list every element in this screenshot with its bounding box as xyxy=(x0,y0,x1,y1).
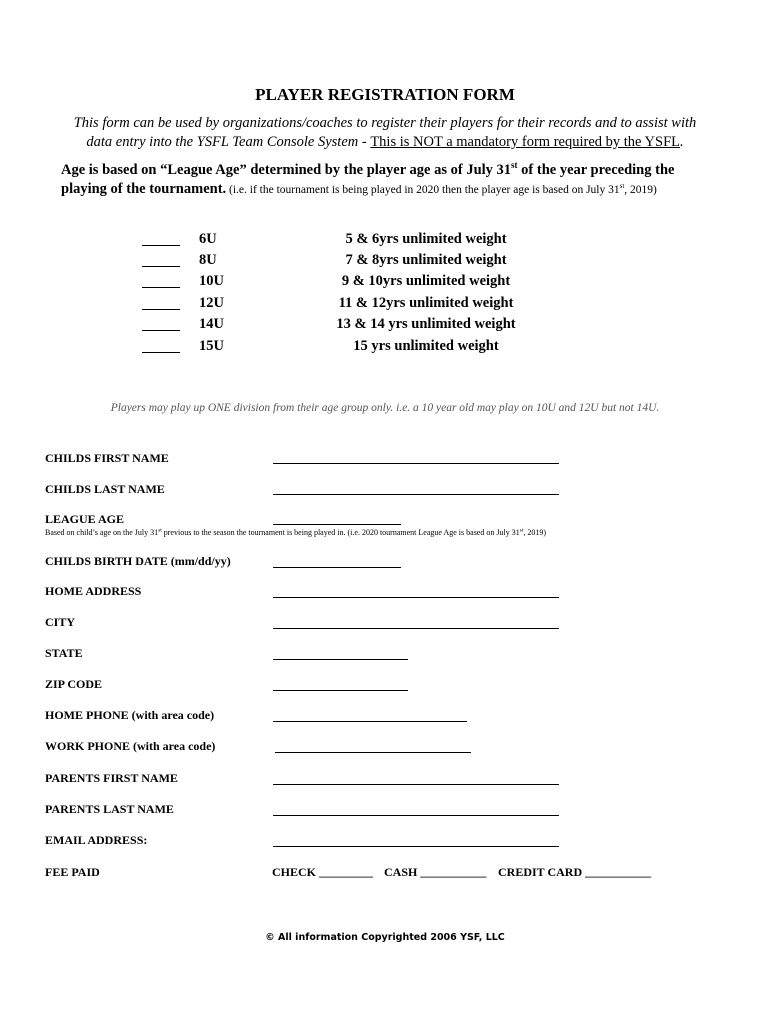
division-checkbox-10u[interactable] xyxy=(142,277,180,288)
last-name-label: CHILDS LAST NAME xyxy=(45,482,165,496)
division-desc: 5 & 6yrs unlimited weight xyxy=(345,231,507,247)
zip-field[interactable] xyxy=(273,689,408,691)
play-up-note: Players may play up ONE division from their age group only. i.e. a 10 year old may play on 10U and 12U but not 14U. xyxy=(110,402,660,414)
not-mandatory-notice: This is NOT a mandatory form required by the YSFL xyxy=(370,134,681,150)
division-checkbox-12u[interactable] xyxy=(142,299,180,310)
division-checkbox-15u[interactable] xyxy=(142,342,180,353)
intro-line-1: This form can be used by organizations/coaches to register their players for their records and to assist with xyxy=(73,115,697,131)
league-age-note-sup-1: st xyxy=(158,527,162,534)
division-desc: 11 & 12yrs unlimited weight xyxy=(338,295,514,311)
parent-last-name-label: PARENTS LAST NAME xyxy=(45,802,174,816)
age-rule-line-2 xyxy=(61,181,657,198)
age-rule-line-1 xyxy=(61,162,674,179)
fee-check-option[interactable]: CHECK _________ xyxy=(272,865,374,879)
age-rule-text-a: Age is based on “League Age” determined by the player age as of July 31 xyxy=(61,162,512,178)
league-age-label: LEAGUE AGE xyxy=(45,512,125,526)
division-code: 14U xyxy=(199,316,224,332)
parent-last-name-field[interactable] xyxy=(273,814,559,816)
email-field[interactable] xyxy=(273,845,559,847)
work-phone-field[interactable] xyxy=(275,751,471,753)
division-checkbox-8u[interactable] xyxy=(142,256,180,267)
zip-label: ZIP CODE xyxy=(45,677,103,691)
age-rule-example xyxy=(226,184,657,196)
division-desc: 7 & 8yrs unlimited weight xyxy=(345,252,507,268)
league-age-note-sup-2: st xyxy=(519,527,524,534)
division-desc: 13 & 14 yrs unlimited weight xyxy=(336,316,516,332)
age-rule-sup: st xyxy=(511,160,518,171)
intro-line-2-prefix: data entry into the YSFL Team Console System - xyxy=(86,134,371,150)
age-rule-text-b: of the year preceding the xyxy=(517,162,675,178)
division-desc: 15 yrs unlimited weight xyxy=(353,338,499,354)
city-label: CITY xyxy=(45,615,76,629)
home-address-field[interactable] xyxy=(273,596,559,598)
email-label: EMAIL ADDRESS: xyxy=(45,833,148,847)
fee-credit-card-option[interactable]: CREDIT CARD ___________ xyxy=(498,865,652,879)
state-label: STATE xyxy=(45,646,83,660)
league-age-note xyxy=(45,528,546,537)
intro-line-2 xyxy=(0,134,770,151)
age-rule-example-sup: st xyxy=(619,182,625,191)
division-code: 8U xyxy=(199,252,217,268)
league-age-note-b: previous to the season the tournament is being played in. (i.e. 2020 tournament League Age is based on July 31 xyxy=(161,528,520,537)
home-phone-label: HOME PHONE (with area code) xyxy=(45,708,215,722)
division-checkbox-14u[interactable] xyxy=(142,320,180,331)
last-name-field[interactable] xyxy=(273,493,559,495)
league-age-note-a: Based on child’s age on the July 31 xyxy=(45,528,159,537)
age-rule-bold: playing of the tournament. xyxy=(61,181,227,197)
division-checkbox-6u[interactable] xyxy=(142,235,180,246)
age-rule-example-a: (i.e. if the tournament is being played in 2020 then the player age is based on July 31 xyxy=(226,184,620,196)
division-code: 6U xyxy=(199,231,217,247)
form-title: PLAYER REGISTRATION FORM xyxy=(255,85,515,104)
division-code: 12U xyxy=(199,295,224,311)
league-age-note-c: , 2019) xyxy=(523,528,547,537)
first-name-label: CHILDS FIRST NAME xyxy=(45,451,169,465)
division-code: 15U xyxy=(199,338,224,354)
work-phone-label: WORK PHONE (with area code) xyxy=(45,739,216,753)
copyright-notice: © All information Copyrighted 2006 YSF, LLC xyxy=(265,932,505,943)
home-address-label: HOME ADDRESS xyxy=(45,584,142,598)
parent-first-name-field[interactable] xyxy=(273,783,559,785)
division-desc: 9 & 10yrs unlimited weight xyxy=(341,273,511,289)
state-field[interactable] xyxy=(273,658,408,660)
fee-cash-option[interactable]: CASH ___________ xyxy=(384,865,487,879)
home-phone-field[interactable] xyxy=(273,720,467,722)
league-age-field[interactable] xyxy=(273,523,401,525)
birth-date-label: CHILDS BIRTH DATE (mm/dd/yy) xyxy=(45,554,231,568)
fee-paid-label: FEE PAID xyxy=(45,865,100,879)
parent-first-name-label: PARENTS FIRST NAME xyxy=(45,771,178,785)
intro-line-2-suffix: . xyxy=(680,134,684,150)
division-code: 10U xyxy=(199,273,224,289)
first-name-field[interactable] xyxy=(273,462,559,464)
birth-date-field[interactable] xyxy=(273,566,401,568)
age-rule-example-b: , 2019) xyxy=(624,184,657,196)
city-field[interactable] xyxy=(273,627,559,629)
